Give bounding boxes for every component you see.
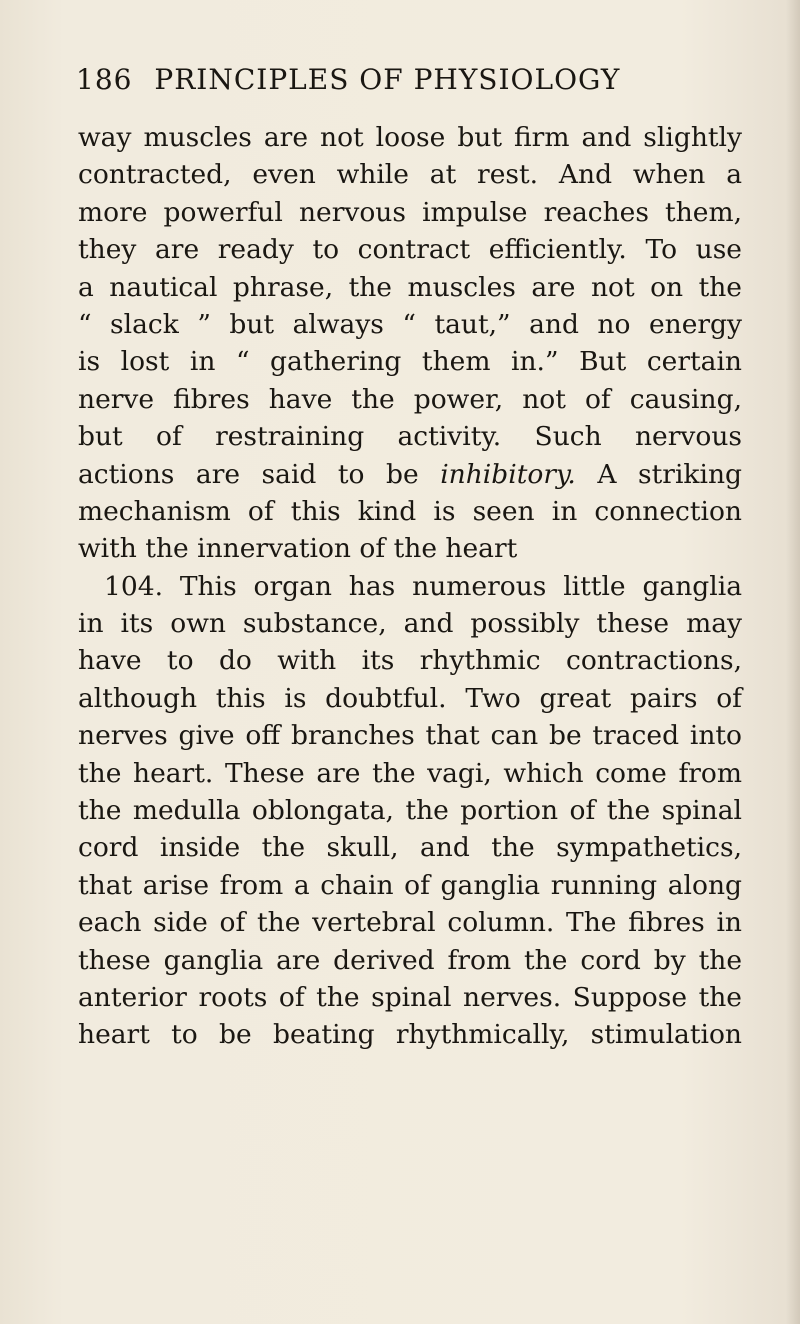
text-segment: actions are said to be <box>78 458 441 490</box>
text-line: nerves give off branches that can be traced into <box>78 720 742 752</box>
text-line-inhibitory <box>78 456 742 493</box>
italic-term: inhibitory. <box>440 458 576 490</box>
text-line: cord inside the skull, and the sympathetics, <box>78 832 742 864</box>
text-segment: A striking <box>575 458 742 490</box>
text-line: but of restraining activity. Such nervous <box>78 421 742 453</box>
text-line: they are ready to contract efficiently. To use <box>78 234 742 266</box>
page-number: 186 <box>76 63 133 96</box>
running-title: PRINCIPLES OF PHYSIOLOGY <box>154 63 621 96</box>
text-line: nerve fibres have the power, not of causing, <box>78 383 742 415</box>
text-line: is lost in “ gathering them in.” But certain <box>78 346 742 378</box>
page-edge-shadow <box>786 0 800 1324</box>
text-line: each side of the vertebral column. The fibres in <box>78 907 742 939</box>
text-line: anterior roots of the spinal nerves. Suppose the <box>78 981 742 1013</box>
text-line: way muscles are not loose but firm and slightly <box>78 122 742 153</box>
text-line: more powerful nervous impulse reaches them, <box>78 196 742 228</box>
paragraph-end-line: with the innervation of the heart <box>78 533 518 565</box>
running-header <box>76 63 756 103</box>
text-line: the heart. These are the vagi, which come from <box>78 757 742 789</box>
text-line: the medulla oblongata, the portion of the spinal <box>78 795 742 827</box>
body-text <box>78 119 742 1054</box>
text-line: mechanism of this kind is seen in connection <box>78 495 742 527</box>
text-line: have to do with its rhythmic contractions, <box>78 645 742 677</box>
text-line: heart to be beating rhythmically, stimulation <box>78 1019 742 1051</box>
section-104-first-line: 104. This organ has numerous little ganglia <box>104 570 742 602</box>
text-line: although this is doubtful. Two great pairs of <box>78 682 742 714</box>
text-line: these ganglia are derived from the cord by the <box>78 944 742 976</box>
text-line: that arise from a chain of ganglia running along <box>78 869 742 901</box>
text-line: contracted, even while at rest. And when a <box>78 159 742 191</box>
text-line: a nautical phrase, the muscles are not on the <box>78 271 742 303</box>
text-line: “ slack ” but always “ taut,” and no energy <box>78 308 742 340</box>
text-line: in its own substance, and possibly these may <box>78 608 742 640</box>
